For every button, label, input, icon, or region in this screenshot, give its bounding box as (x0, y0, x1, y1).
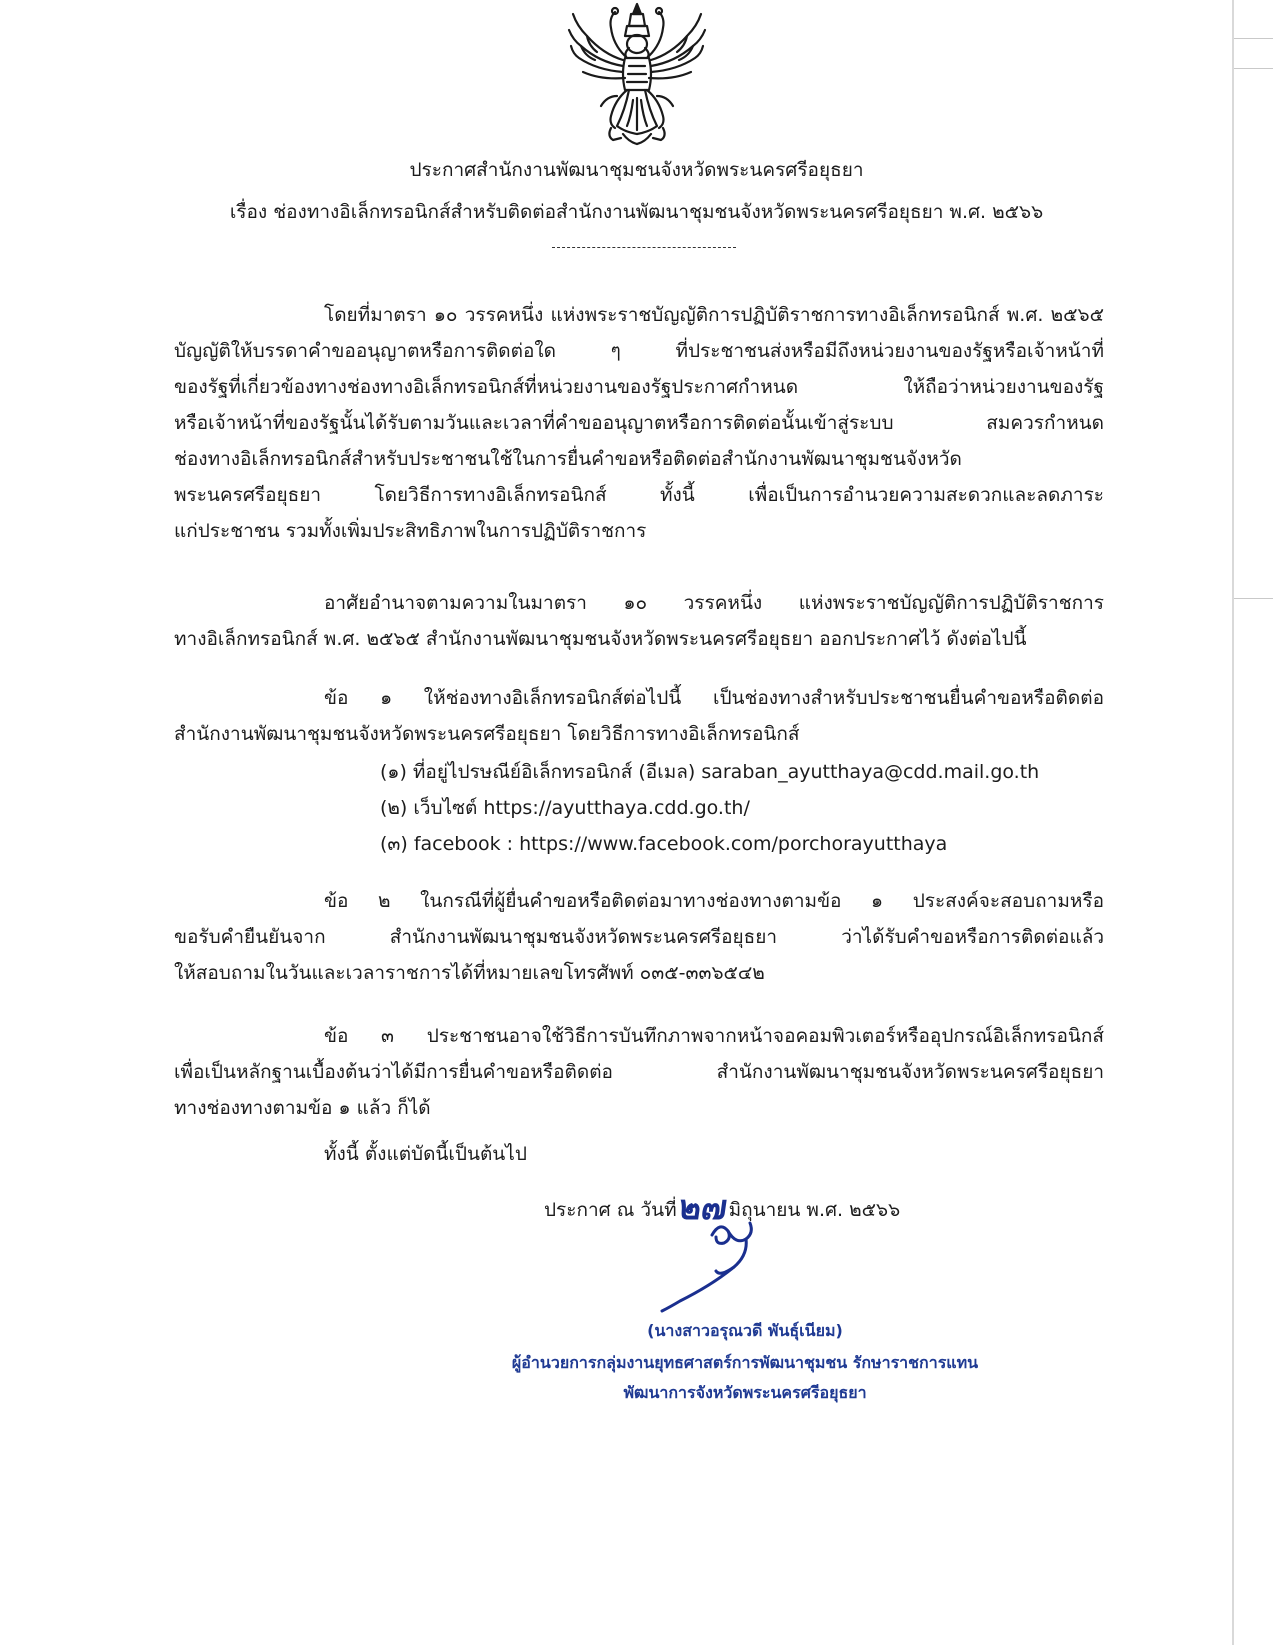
edge-mark (1234, 598, 1273, 599)
date-prefix: ประกาศ ณ วันที่ (544, 1199, 677, 1221)
text-line: เพื่อเป็นหลักฐานเบื้องต้นว่าได้มีการยื่นคำขอหรือติดต่อ สำนักงานพัฒนาชุมชนจังหวัดพระนครศรีอยุธยา (174, 1061, 1104, 1083)
signer-position-line-1: ผู้อำนวยการกลุ่มงานยุทธศาสตร์การพัฒนาชุมชน รักษาราชการแทน (511, 1353, 979, 1372)
text-line: ทางช่องทางตามข้อ ๑ แล้ว ก็ได้ (174, 1097, 431, 1119)
edge-mark (1234, 68, 1273, 69)
channel-website (380, 790, 750, 826)
text-line: ของรัฐที่เกี่ยวข้องทางช่องทางอิเล็กทรอนิกส์ที่หน่วยงานของรัฐประกาศกำหนด ให้ถือว่าหน่วยงานของรัฐ (174, 376, 1104, 398)
page-edge-shadow (1232, 0, 1234, 1645)
channel-number: (๑) (380, 761, 407, 783)
text-line: ให้สอบถามในวันและเวลาราชการได้ที่หมายเลขโทรศัพท์ ๐๓๕-๓๓๖๕๔๒ (174, 962, 765, 984)
text-line: ข้อ ๑ ให้ช่องทางอิเล็กทรอนิกส์ต่อไปนี้ เป็นช่องทางสำหรับประชาชนยื่นคำขอหรือติดต่อ (324, 687, 1104, 709)
announcement-subject: เรื่อง ช่องทางอิเล็กทรอนิกส์สำหรับติดต่อสำนักงานพัฒนาชุมชนจังหวัดพระนครศรีอยุธยา พ.ศ. ๒๕๖๖ (229, 201, 1044, 223)
heading-divider (552, 247, 736, 248)
text-line: พระนครศรีอยุธยา โดยวิธีการทางอิเล็กทรอนิกส์ ทั้งนี้ เพื่อเป็นการอำนวยความสะดวกและลดภาระ (174, 484, 1104, 506)
edge-mark (1234, 38, 1273, 39)
clause-3 (174, 1018, 1104, 1126)
clause-1 (174, 680, 1104, 752)
date-suffix: มิถุนายน พ.ศ. ๒๕๖๖ (728, 1199, 901, 1221)
channel-email (380, 754, 1039, 790)
text-line: โดยที่มาตรา ๑๐ วรรคหนึ่ง แห่งพระราชบัญญัติการปฏิบัติราชการทางอิเล็กทรอนิกส์ พ.ศ. ๒๕๖๕ (324, 304, 1104, 326)
text-line: อาศัยอำนาจตามความในมาตรา ๑๐ วรรคหนึ่ง แห่งพระราชบัญญัติการปฏิบัติราชการ (324, 592, 1104, 614)
signature-icon (650, 1215, 800, 1315)
text-line: ขอรับคำยืนยันจาก สำนักงานพัฒนาชุมชนจังหวัดพระนครศรีอยุธยา ว่าได้รับคำขอหรือการติดต่อแล้ว (174, 926, 1104, 948)
paragraph-preamble (174, 297, 1104, 549)
channel-number: (๒) (380, 797, 408, 819)
text-line: ช่องทางอิเล็กทรอนิกส์สำหรับประชาชนใช้ในการยื่นคำขอหรือติดต่อสำนักงานพัฒนาชุมชนจังหวัด (174, 448, 962, 470)
text-line: สำนักงานพัฒนาชุมชนจังหวัดพระนครศรีอยุธยา โดยวิธีการทางอิเล็กทรอนิกส์ (174, 723, 800, 745)
announcement-title: ประกาศสำนักงานพัฒนาชุมชนจังหวัดพระนครศรีอยุธยา (409, 159, 864, 181)
text-line: บัญญัติให้บรรดาคำขออนุญาตหรือการติดต่อใด ๆ ที่ประชาชนส่งหรือมีถึงหน่วยงานของรัฐหรือเจ้าหน้าที่ (174, 340, 1104, 362)
clause-2 (174, 883, 1104, 991)
text-line: แก่ประชาชน รวมทั้งเพิ่มประสิทธิภาพในการปฏิบัติราชการ (174, 520, 647, 542)
garuda-emblem-icon (567, 0, 707, 146)
text-line: ข้อ ๒ ในกรณีที่ผู้ยื่นคำขอหรือติดต่อมาทางช่องทางตามข้อ ๑ ประสงค์จะสอบถามหรือ (324, 890, 1104, 912)
channel-text: ที่อยู่ไปรษณีย์อิเล็กทรอนิกส์ (อีเมล) saraban_ayutthaya@cdd.mail.go.th (412, 761, 1040, 783)
channel-text: เว็บไซต์ https://ayutthaya.cdd.go.th/ (413, 797, 750, 819)
effective-statement: ทั้งนี้ ตั้งแต่บัดนี้เป็นต้นไป (324, 1143, 527, 1165)
channel-facebook (380, 826, 947, 862)
signer-name: (นางสาวอรุณวดี พันธุ์เนียม) (647, 1321, 843, 1340)
signer-position-line-2: พัฒนาการจังหวัดพระนครศรีอยุธยา (623, 1383, 867, 1402)
text-line: หรือเจ้าหน้าที่ของรัฐนั้นได้รับตามวันและเวลาที่คำขออนุญาตหรือการติดต่อนั้นเข้าสู่ระบบ สมควรกำหนด (174, 412, 1104, 434)
paragraph-authority (174, 585, 1104, 657)
handwritten-day: ๒๗ (675, 1188, 730, 1228)
channel-number: (๓) (380, 833, 408, 855)
channel-text: facebook : https://www.facebook.com/porchorayutthaya (413, 833, 948, 855)
text-line: ข้อ ๓ ประชาชนอาจใช้วิธีการบันทึกภาพจากหน้าจอคอมพิวเตอร์หรืออุปกรณ์อิเล็กทรอนิกส์ (324, 1025, 1104, 1047)
text-line: ทางอิเล็กทรอนิกส์ พ.ศ. ๒๕๖๕ สำนักงานพัฒนาชุมชนจังหวัดพระนครศรีอยุธยา ออกประกาศไว้ ดังต่อไปนี้ (174, 628, 1027, 650)
